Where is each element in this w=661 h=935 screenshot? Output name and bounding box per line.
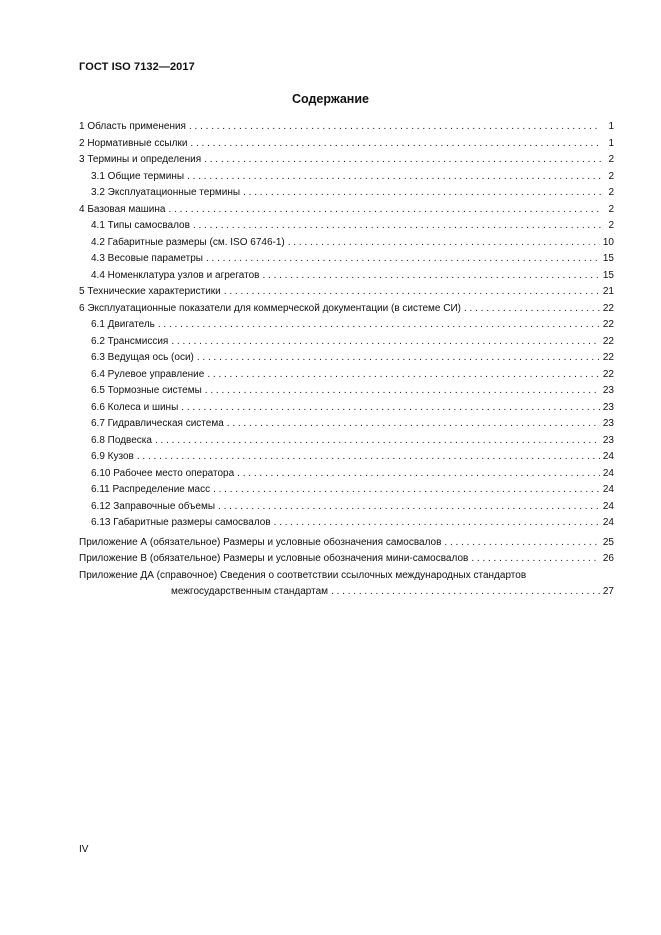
toc-entry-page: 15 xyxy=(602,269,614,281)
toc-entry[interactable] xyxy=(79,185,614,202)
toc-entry-label: 4 Базовая машина xyxy=(79,203,166,215)
toc-entry-page: 24 xyxy=(602,517,614,528)
dot-leader xyxy=(168,202,601,219)
dot-leader xyxy=(224,284,600,301)
toc-entry[interactable] xyxy=(79,251,614,268)
toc-entry-page: 24 xyxy=(602,451,614,462)
toc-entry-page: 2 xyxy=(608,220,614,231)
dot-leader xyxy=(218,499,600,516)
toc-entry-page: 22 xyxy=(602,302,614,314)
dot-leader xyxy=(274,515,600,532)
toc-entry[interactable] xyxy=(79,136,614,153)
dot-leader xyxy=(197,350,600,367)
dot-leader xyxy=(204,152,601,169)
toc-entry-label: 6.1 Двигатель xyxy=(91,319,155,330)
toc-entry-label: 6.4 Рулевое управление xyxy=(91,368,205,380)
dot-leader xyxy=(190,136,601,153)
document-id: ГОСТ ISO 7132—2017 xyxy=(79,61,195,73)
toc-entry-label: Приложение А (обязательное) Размеры и условные обозначения самосвалов xyxy=(79,536,442,548)
toc-entry-label: 4.2 Габаритные размеры (см. ISO 6746-1) xyxy=(91,236,285,248)
dot-leader xyxy=(444,535,599,552)
toc-entry-page: 25 xyxy=(602,536,614,548)
toc-entry-label: Приложение В (обязательное) Размеры и условные обозначения мини-самосвалов xyxy=(79,553,469,564)
toc-entry-label: 6.9 Кузов xyxy=(91,451,134,462)
toc-entry-page: 23 xyxy=(602,385,614,396)
dot-leader xyxy=(243,185,601,202)
toc-entry[interactable] xyxy=(79,268,614,285)
toc-entry-label: 6.7 Гидравлическая система xyxy=(91,418,224,429)
dot-leader xyxy=(288,235,600,252)
page-title: Содержание xyxy=(291,92,369,106)
toc-entry[interactable] xyxy=(79,284,614,301)
dot-leader xyxy=(207,367,600,384)
toc-entry-page: 26 xyxy=(602,553,614,564)
toc-entry[interactable] xyxy=(79,235,614,252)
dot-leader xyxy=(471,551,600,568)
toc-entry[interactable] xyxy=(79,367,614,384)
toc-entry-page: 23 xyxy=(602,401,614,413)
toc-entry[interactable] xyxy=(79,400,614,417)
dot-leader xyxy=(237,466,600,483)
toc-entry-page: 21 xyxy=(602,286,614,297)
toc-entry-label: 3 Термины и определения xyxy=(79,154,202,165)
dot-leader xyxy=(189,119,601,136)
toc-entry-label-continued: межгосударственным стандартам xyxy=(171,586,329,597)
dot-leader xyxy=(171,334,600,351)
toc-entry[interactable] xyxy=(79,482,614,499)
dot-leader xyxy=(205,383,600,400)
page-number: IV xyxy=(79,844,89,855)
toc-entry[interactable] xyxy=(79,218,614,235)
toc-entry-page: 24 xyxy=(602,467,614,479)
toc-entry-page: 27 xyxy=(602,586,614,597)
toc-entry-page: 2 xyxy=(608,170,614,182)
toc-entry-page: 2 xyxy=(608,203,614,215)
toc-entry-label: 6.5 Тормозные системы xyxy=(91,385,202,396)
toc-entry-label: 1 Область применения xyxy=(79,121,186,132)
toc-entry-label: 6.13 Габаритные размеры самосвалов xyxy=(91,517,271,528)
toc-entry[interactable] xyxy=(79,202,614,219)
toc-entry[interactable] xyxy=(79,152,614,169)
toc-entry-label: 6.3 Ведущая ось (оси) xyxy=(91,352,194,363)
toc-entry-label: 6.12 Заправочные объемы xyxy=(91,500,216,512)
toc-entry-page: 15 xyxy=(602,253,614,264)
toc-entry[interactable] xyxy=(79,551,614,568)
dot-leader xyxy=(155,433,600,450)
dot-leader xyxy=(193,218,601,235)
dot-leader xyxy=(187,169,601,186)
toc-entry[interactable] xyxy=(79,535,614,552)
toc-entry-page: 22 xyxy=(602,368,614,380)
toc-entry-page: 24 xyxy=(602,484,614,495)
toc-entry[interactable] xyxy=(79,499,614,516)
toc-entry-page: 2 xyxy=(608,187,614,198)
toc-entry-label: 6.10 Рабочее место оператора xyxy=(91,467,235,479)
toc-entry[interactable] xyxy=(79,449,614,466)
dot-leader xyxy=(137,449,600,466)
toc-entry-page: 23 xyxy=(602,418,614,429)
toc-entry-label: 6.6 Колеса и шины xyxy=(91,401,179,413)
toc-entry-label: 6.2 Трансмиссия xyxy=(91,335,169,347)
toc-entry-label: 6.11 Распределение масс xyxy=(91,484,211,495)
toc-entry[interactable] xyxy=(79,317,614,334)
dot-leader xyxy=(227,416,600,433)
toc-entry-label: Приложение ДА (справочное) Сведения о соответствии ссылочных международных стандартов xyxy=(79,569,527,581)
dot-leader xyxy=(331,584,600,601)
toc-entry[interactable] xyxy=(79,334,614,351)
toc-entry-label: 4.3 Весовые параметры xyxy=(91,253,203,264)
toc-entry[interactable] xyxy=(79,169,614,186)
table-of-contents xyxy=(79,119,614,601)
dot-leader xyxy=(181,400,600,417)
toc-entry[interactable] xyxy=(79,301,614,318)
dot-leader xyxy=(262,268,599,285)
toc-entry[interactable] xyxy=(79,433,614,450)
toc-entry-page: 22 xyxy=(602,335,614,347)
toc-entry-label: 2 Нормативные ссылки xyxy=(79,137,188,149)
toc-entry[interactable] xyxy=(79,350,614,367)
toc-entry-label: 4.1 Типы самосвалов xyxy=(91,220,190,231)
toc-entry-page: 1 xyxy=(608,137,614,149)
toc-entry-page: 22 xyxy=(602,352,614,363)
toc-entry-label: 4.4 Номенклатура узлов и агрегатов xyxy=(91,269,260,281)
toc-entry[interactable] xyxy=(79,466,614,483)
toc-entry-page: 22 xyxy=(602,319,614,330)
toc-entry[interactable] xyxy=(79,383,614,400)
toc-entry[interactable] xyxy=(79,119,614,136)
dot-leader xyxy=(213,482,600,499)
toc-entry-label: 6 Эксплуатационные показатели для коммерческой документации (в системе СИ) xyxy=(79,302,461,314)
dot-leader xyxy=(158,317,600,334)
toc-entry-page: 1 xyxy=(608,121,614,132)
toc-entry-page: 10 xyxy=(602,236,614,248)
toc-entry-label: 3.1 Общие термины xyxy=(91,170,185,182)
toc-entry[interactable] xyxy=(79,515,614,532)
toc-entry-page: 24 xyxy=(602,500,614,512)
dot-leader xyxy=(464,301,600,318)
toc-entry[interactable] xyxy=(79,416,614,433)
toc-entry-label: 6.8 Подвеска xyxy=(91,434,152,446)
dot-leader xyxy=(206,251,600,268)
toc-entry-label: 5 Технические характеристики xyxy=(79,286,221,297)
toc-entry[interactable] xyxy=(79,568,614,601)
toc-entry-page: 2 xyxy=(608,154,614,165)
toc-entry-label: 3.2 Эксплуатационные термины xyxy=(91,187,241,198)
toc-entry-page: 23 xyxy=(602,434,614,446)
